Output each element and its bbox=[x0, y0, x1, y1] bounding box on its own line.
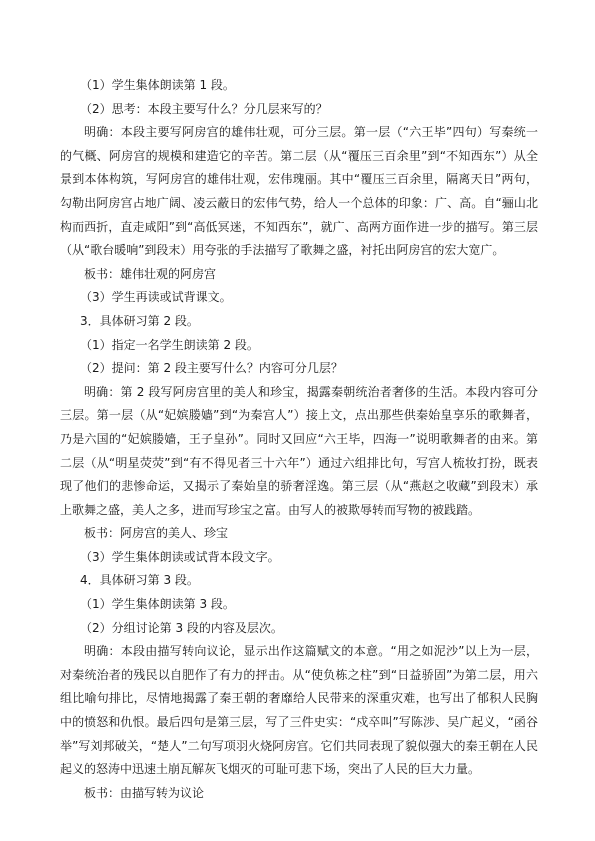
paragraph-answer-3: 明确：本段由描写转向议论，显示出作这篇赋文的本意。“用之如泥沙”以上为一层，对秦统治者的残民以自肥作了有力的抨击。从“使负栋之柱”到“日益骄固”为第二层，用六组比喻句排比，尽情地揭露了秦王朝的奢靡给人民带来的深重灾难，也写出了郁积人民胸中的愤怒和仇恨。最后四句是第三层，写了三件史实：“戍卒叫”写陈涉、吴广起义，“函谷举”写刘邦破关，“楚人”二句写项羽火烧阿房宫。它们共同表现了貌似强大的秦王朝在人民起义的怒涛中迅速土崩瓦解灰飞烟灭的可耻可悲下场，突出了人民的巨大力量。 bbox=[60, 644, 538, 777]
paragraph-reread-2: （3）学生集体朗读或试背本段文字。 bbox=[80, 549, 280, 564]
paragraph-reread-1: （3）学生再读或试背课文。 bbox=[80, 290, 232, 305]
section-heading-4: 4．具体研习第 3 段。 bbox=[80, 573, 199, 588]
section-heading-3: 3．具体研习第 2 段。 bbox=[80, 313, 199, 328]
paragraph-question-2: （2）提问：第 2 段主要写什么？内容可分几层？ bbox=[80, 361, 343, 376]
paragraph-answer-2: 明确：第 2 段写阿房宫里的美人和珍宝，揭露秦朝统治者奢侈的生活。本段内容可分三层。第一层（从“妃嫔媵嫱”到“为秦宫人”）接上文，点出那些供秦始皇享乐的歌舞者，乃是六国的“妃嫔媵嫱，王子皇孙”。同时又回应“六王毕，四海一”说明歌舞者的由来。第二层（从“明星荧荧”到“有不得见者三十六年”）通过六组排比句，写宫人梳妆打扮，既表现了他们的悲惨命运，又揭示了秦始皇的骄奢淫逸。第三层（从“燕赵之收藏”到段末）承上歌舞之盛，美人之多，进而写珍宝之富。由写人的被欺辱转而写物的被践踏。 bbox=[60, 384, 538, 517]
document-body bbox=[60, 74, 538, 805]
paragraph-discuss-3: （2）分组讨论第 3 段的内容及层次。 bbox=[80, 620, 283, 635]
paragraph-read-section-1: （1）学生集体朗读第 1 段。 bbox=[80, 78, 235, 92]
blackboard-note-1: 板书：雄伟壮观的阿房宫 bbox=[84, 266, 217, 281]
paragraph-think-question-1: （2）思考：本段主要写什么？分几层来写的？ bbox=[80, 101, 328, 116]
blackboard-note-3: 板书：由描写转为议论 bbox=[84, 785, 205, 800]
blackboard-note-2: 板书：阿房宫的美人、珍宝 bbox=[84, 526, 229, 541]
paragraph-read-section-2: （1）指定一名学生朗读第 2 段。 bbox=[80, 337, 259, 352]
paragraph-read-section-3: （1）学生集体朗读第 3 段。 bbox=[80, 597, 235, 612]
paragraph-answer-1: 明确：本段主要写阿房宫的雄伟壮观，可分三层。第一层（“六王毕”四句）写秦统一的气概、阿房宫的规模和建造它的辛苦。第二层（从“覆压三百余里”到“不知西东”）从全景到本体构筑，写阿房宫的雄伟壮观，宏伟瑰丽。其中“覆压三百余里，隔离天日”两句，勾勒出阿房宫占地广阔、凌云蔽日的宏伟气势，给人一个总体的印象：广、高。自“骊山北构而西折，直走咸阳”到“高低冥迷，不知西东”，就广、高两方面作进一步的描写。第三层（从“歌台暖响”到段末）用夸张的手法描写了歌舞之盛，衬托出阿房宫的宏大宽广。 bbox=[60, 125, 538, 258]
